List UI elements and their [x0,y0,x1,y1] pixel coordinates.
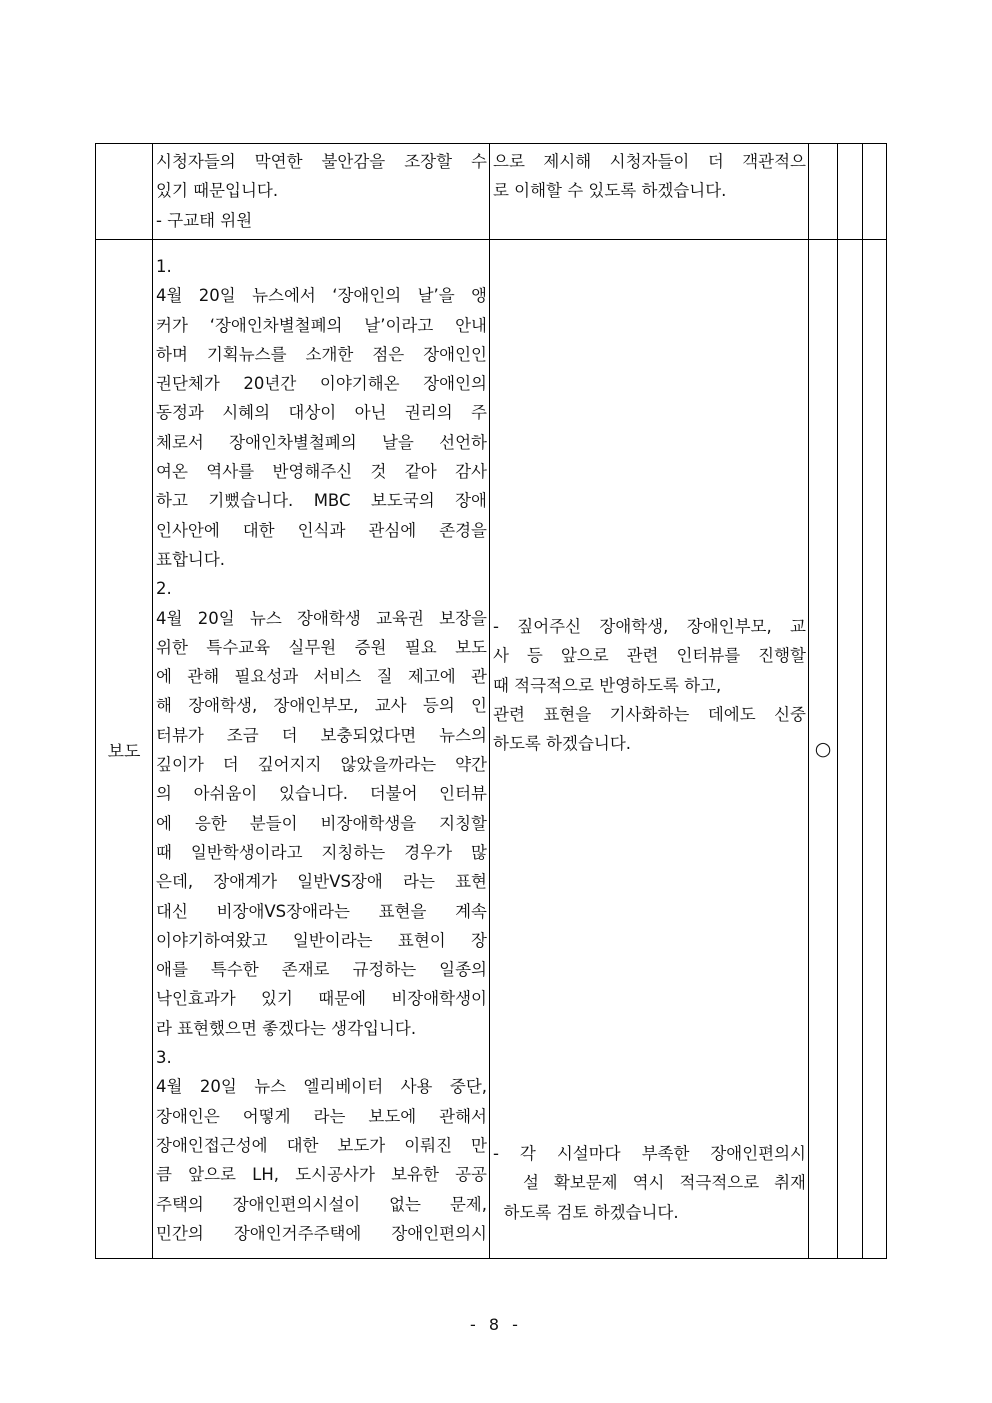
response-line: 관련 표현을 기사화하는 데에도 신중 [493,704,806,724]
response-line: 으로 제시해 시청자들이 더 객관적으 [493,152,806,171]
opinion-line: 권단체가 20년간 이야기해온 장애인의 [156,374,487,394]
opinion-line: 3. [156,1048,172,1068]
check-circle-mark: ○ [814,738,832,760]
opinion-line: 해 장애학생, 장애인부모, 교사 등의 인 [156,696,487,716]
opinion-line: 4월 20일 뉴스 엘리베이터 사용 중단, [156,1077,487,1097]
opinion-line: 2. [156,579,172,599]
opinion-line: 인사안에 대한 인식과 관심에 존경을 [156,520,487,540]
opinion-line: 의 아쉬움이 있습니다. 더불어 인터뷰 [156,784,487,804]
opinion-line: 표합니다. [156,549,226,569]
mark-cell [838,144,863,240]
response-line: 로 이해할 수 있도록 하겠습니다. [493,181,727,201]
opinion-line: 대신 비장애VS장애라는 표현을 계속 [156,901,487,921]
mark-cell [863,144,887,240]
opinion-line: 주택의 장애인편의시설이 없는 문제, [156,1194,487,1214]
opinion-line: 여온 역사를 반영해주신 것 같아 감사 [156,462,487,482]
opinion-line: 하며 기획뉴스를 소개한 점은 장애인인 [156,344,487,364]
opinion-line: 때 일반학생이라고 지칭하는 경우가 많 [156,842,487,862]
opinion-cell [153,240,490,1259]
opinion-line: 위한 특수교육 실무원 증원 필요 보도 [156,637,487,657]
mark-cell [809,144,838,240]
response-block-2 [490,1127,808,1227]
opinion-line: 시청자들의 막연한 불안감을 조장할 수 [156,152,487,171]
table-row [96,144,887,240]
mark-cell [809,240,838,1259]
opinion-line: 있기 때문입니다. [156,181,279,201]
category-label: 보도 [107,741,141,762]
category-cell [96,240,153,1259]
opinion-line: 커가 ‘장애인차별철폐의 날’이라고 안내 [156,315,487,335]
opinion-line: 깊이가 더 깊어지지 않았을까라는 약간 [156,755,487,775]
opinion-line: 4월 20일 뉴스에서 ‘장애인의 날’을 앵 [156,286,487,306]
response-line: - 각 시설마다 부족한 장애인편의시 [493,1144,806,1163]
opinion-line: 이야기하여왔고 일반이라는 표현이 장 [156,930,487,950]
response-line: 설 확보문제 역시 적극적으로 취재 [493,1173,806,1193]
table-row [96,240,887,1259]
opinion-line: 은데, 장애계가 일반VS장애 라는 표현 [156,872,487,892]
mark-cell [863,240,887,1259]
opinion-line: 동정과 시혜의 대상이 아닌 권리의 주 [156,403,487,423]
response-cell [490,240,809,1259]
opinion-line: 민간의 장애인거주주택에 장애인편의시 [156,1223,487,1243]
opinion-line: 애를 특수한 존재로 규정하는 일종의 [156,960,487,980]
response-line: 사 등 앞으로 관련 인터뷰를 진행할 [493,646,806,666]
response-cell [490,144,809,240]
opinion-line: 터뷰가 조금 더 보충되었다면 뉴스의 [156,725,487,745]
opinion-line: 하고 기뻤습니다. MBC 보도국의 장애 [156,491,487,511]
opinion-line: 장애인접근성에 대한 보도가 이뤄진 만 [156,1135,487,1155]
opinion-line: 4월 20일 뉴스 장애학생 교육권 보장을 [156,608,487,628]
opinion-line: 낙인효과가 있기 때문에 비장애학생이 [156,989,487,1009]
review-table [95,143,887,1259]
opinion-line: 장애인은 어떻게 라는 보도에 관해서 [156,1106,487,1126]
page-number: - 8 - [470,1315,522,1334]
response-block-1 [490,600,808,758]
opinion-line: 라 표현했으면 좋겠다는 생각입니다. [156,1018,417,1038]
opinion-line: 큼 앞으로 LH, 도시공사가 보유한 공공 [156,1165,487,1185]
opinion-line: 1. [156,257,172,276]
opinion-line: - 구교태 위원 [156,210,253,230]
opinion-cell [153,144,490,240]
response-line: 때 적극적으로 반영하도록 하고, [493,675,722,695]
opinion-line: 체로서 장애인차별철폐의 날을 선언하 [156,432,487,452]
response-line: 하도록 검토 하겠습니다. [493,1202,679,1222]
response-line: 하도록 하겠습니다. [493,734,632,754]
opinion-line: 에 응한 분들이 비장애학생을 지칭할 [156,813,487,833]
response-line: - 짚어주신 장애학생, 장애인부모, 교 [493,617,806,636]
mark-cell [838,240,863,1259]
opinion-line: 에 관해 필요성과 서비스 질 제고에 관 [156,667,487,687]
category-cell [96,144,153,240]
